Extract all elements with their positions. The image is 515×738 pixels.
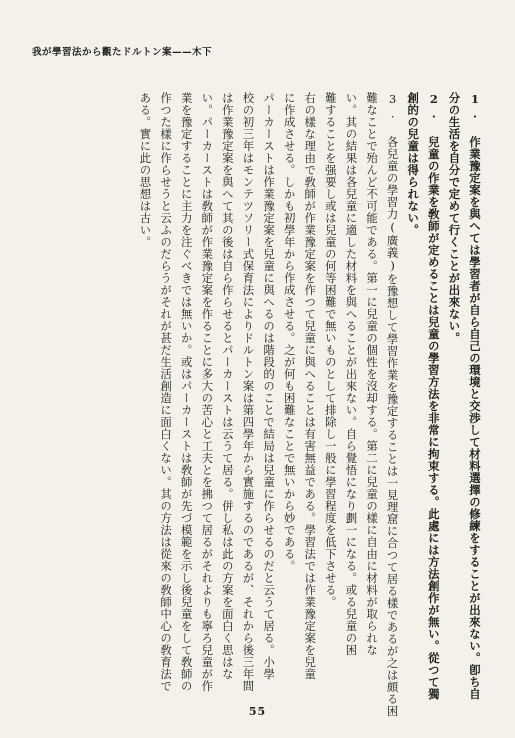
text-line: パーカーストは作業豫定案を兒童に與へるのは階段的のことで結局は兒童に作らせるのだと云うて居る。小學: [262, 92, 277, 680]
text-line: 難なことで殆んど不可能である。第一に兒童の個性を沒却する。第二に兒童の樣に自由に材料が取られな: [365, 92, 380, 656]
page-number: 55: [248, 705, 267, 718]
text-line: い。パーカーストは敎師が作業豫定案を作ることに多大の苦心と工夫とを拂つて居るがそれよりも寧ろ兒童が作: [200, 92, 215, 692]
text-line: 2. 兒童の作業を敎師が定めることは兒童の學習方法を非常に拘束する。此處には方法創作が無い。從つて獨: [426, 92, 441, 700]
text-line: 分の生活を自分で定めて行くことが出來ない。: [447, 92, 462, 344]
text-line: い。其の結果は各兒童に適した材料を與へることが出來ない。自ら覺悟になり劃一になる。或る兒童の困: [344, 92, 359, 656]
text-line: 作つた樣に作らせうと云ふのだらうがそれが甚だ生活創造に面白くない。其の方法は從來の敎師中心の敎育法で: [159, 92, 174, 692]
text-line: 右の樣な理由で敎師が作業豫定案を作つて兒童に與へることは有害無益である。學習法では作業豫定案を兒童: [303, 92, 318, 680]
running-header: [28, 44, 477, 62]
text-line: ある。實に此の思想は古い。: [138, 92, 153, 248]
text-line: 3. 各兒童の學習力(廣義)を豫想して學習作業を豫定することは一見理窟に合つて居る樣であるが之は頗る困: [385, 92, 400, 717]
text-line: 創的の兒童は得られない。: [406, 92, 421, 236]
text-line: 1. 作業豫定案を與へては學習者が自ら自己の環境と交渉して材料選擇の修練をすることが出來ない。卽ち自: [468, 92, 482, 700]
text-line: 難することを强要し或は兒童の何等困難で無いものとして排除し一般に學習程度を低下させる。: [323, 92, 338, 608]
text-line: は作業豫定案を與へて其の後は自ら作らせるとパーカーストは云うて居る。併し私は此の方案を面白く思はな: [220, 92, 235, 680]
running-header-text: 我が學習法から觀たドルトン案——木下: [32, 47, 213, 58]
text-line: 業を豫定することに主力を注ぐべきでは無いか。或はパーカーストは敎師が先づ模範を示し後兒童をして敎師の: [179, 92, 194, 692]
text-line: に作成させる。しかも初學年から作成させる。之が何も困難なことで無いから妙である。: [282, 92, 297, 572]
text-line: 校の初三年はモンテツソリー式保育法によりドルトン案は第四學年から實施するのであるが、それから後三年間: [241, 92, 256, 692]
